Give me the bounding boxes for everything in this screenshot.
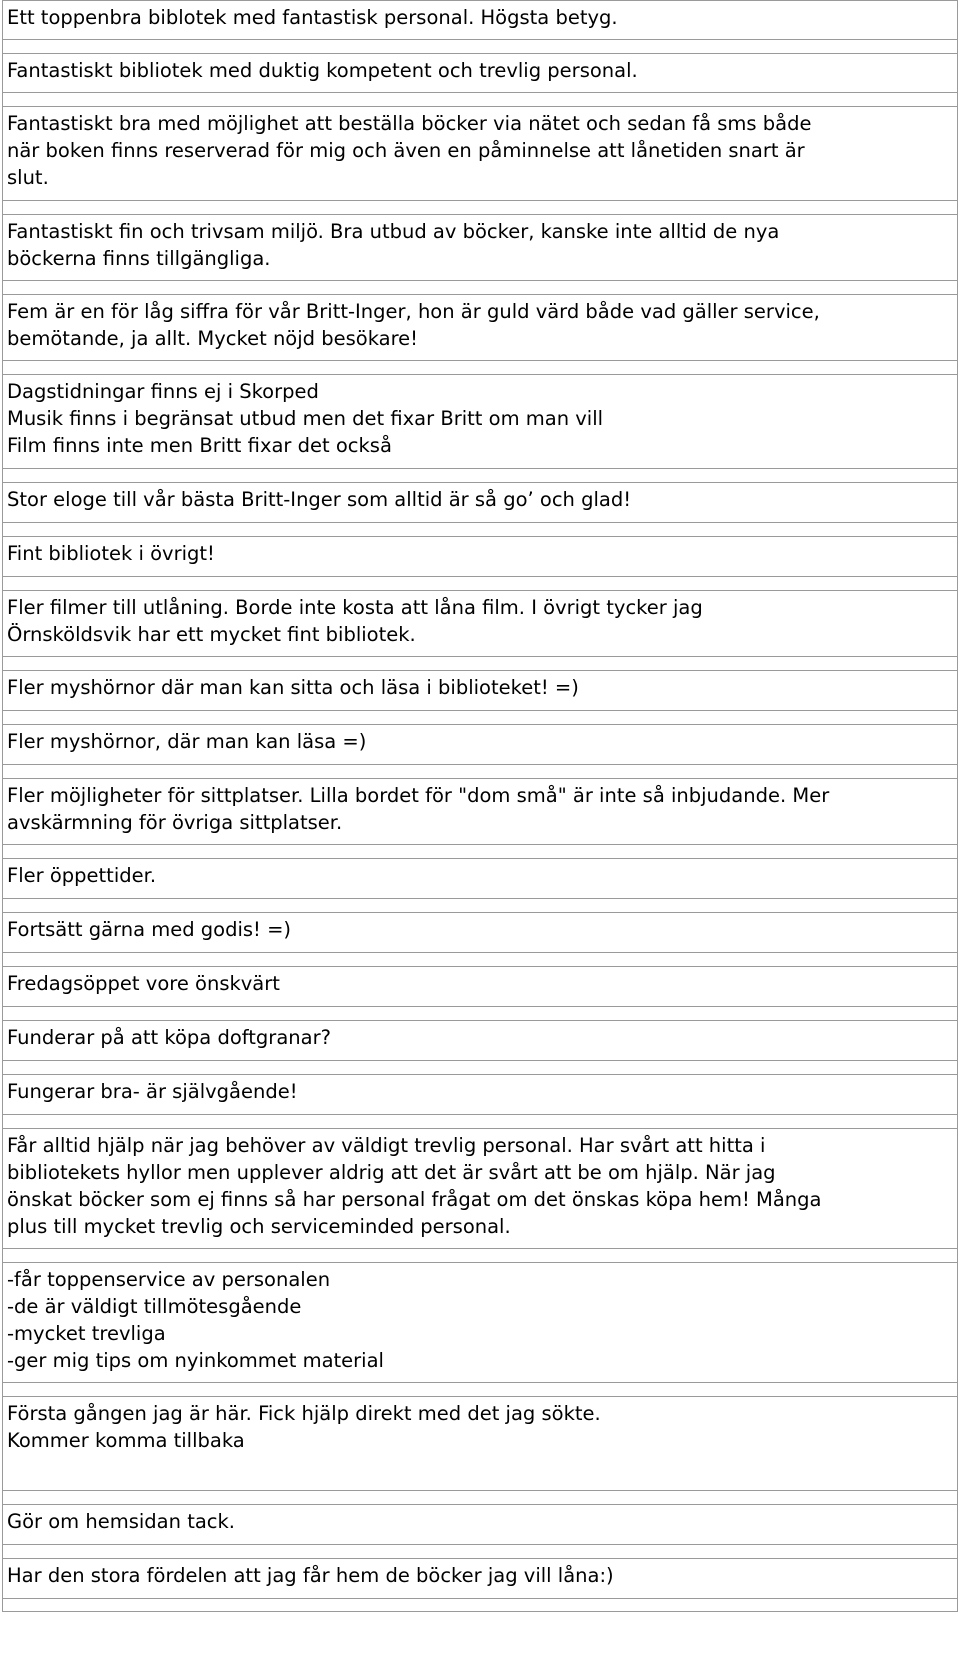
row-separator xyxy=(3,952,957,966)
row-separator xyxy=(3,1248,957,1262)
row-separator xyxy=(3,1006,957,1020)
row-separator xyxy=(3,360,957,374)
row-separator xyxy=(3,1060,957,1074)
row-separator xyxy=(3,92,957,106)
row-separator xyxy=(3,1598,957,1612)
row-separator xyxy=(3,844,957,858)
row-separator xyxy=(3,522,957,536)
comment-row: Fantastiskt bra med möjlighet att beställa böcker via nätet och sedan få sms både när boken finns reserverad för mig och även en påminnelse att lånetiden snart är slut. xyxy=(3,106,957,200)
row-separator xyxy=(3,39,957,53)
comment-row: Fint bibliotek i övrigt! xyxy=(3,536,957,576)
comment-row: Fler myshörnor, där man kan läsa =) xyxy=(3,724,957,764)
comment-row: Stor eloge till vår bästa Britt-Inger som alltid är så go’ och glad! xyxy=(3,482,957,522)
row-separator xyxy=(3,1382,957,1396)
comment-row: Fredagsöppet vore önskvärt xyxy=(3,966,957,1006)
row-separator xyxy=(3,280,957,294)
comment-table xyxy=(2,0,958,1612)
comment-row: Fler filmer till utlåning. Borde inte kosta att låna film. I övrigt tycker jag Örnsköldsvik har ett mycket fint bibliotek. xyxy=(3,590,957,656)
comment-row: Gör om hemsidan tack. xyxy=(3,1504,957,1544)
row-separator xyxy=(3,1490,957,1504)
comment-row: Fler myshörnor där man kan sitta och läsa i biblioteket! =) xyxy=(3,670,957,710)
comment-row: Ett toppenbra biblotek med fantastisk personal. Högsta betyg. xyxy=(3,0,957,39)
comment-row: Får alltid hjälp när jag behöver av väldigt trevlig personal. Har svårt att hitta i bibliotekets hyllor men upplever aldrig att det är svårt att be om hjälp. När jag önskat böcker som ej finns så har personal frågat om det önskas köpa hem! Många plus till mycket trevlig och serviceminded personal. xyxy=(3,1128,957,1248)
row-separator xyxy=(3,656,957,670)
row-separator xyxy=(3,1114,957,1128)
row-separator xyxy=(3,200,957,214)
comment-row: Fortsätt gärna med godis! =) xyxy=(3,912,957,952)
comment-row: Fler öppettider. xyxy=(3,858,957,898)
row-separator xyxy=(3,1544,957,1558)
row-separator xyxy=(3,710,957,724)
comment-row: Fem är en för låg siffra för vår Britt-Inger, hon är guld värd både vad gäller service, bemötande, ja allt. Mycket nöjd besökare! xyxy=(3,294,957,360)
comment-row: Funderar på att köpa doftgranar? xyxy=(3,1020,957,1060)
comment-row: Dagstidningar finns ej i Skorped Musik finns i begränsat utbud men det fixar Britt om man vill Film finns inte men Britt fixar det också xyxy=(3,374,957,468)
comment-row: Första gången jag är här. Fick hjälp direkt med det jag sökte. Kommer komma tillbaka xyxy=(3,1396,957,1490)
comment-row: -får toppenservice av personalen -de är väldigt tillmötesgående -mycket trevliga -ger mig tips om nyinkommet material xyxy=(3,1262,957,1382)
comment-row: Har den stora fördelen att jag får hem de böcker jag vill låna:) xyxy=(3,1558,957,1598)
row-separator xyxy=(3,898,957,912)
row-separator xyxy=(3,764,957,778)
comment-row: Fantastiskt fin och trivsam miljö. Bra utbud av böcker, kanske inte alltid de nya böckerna finns tillgängliga. xyxy=(3,214,957,280)
row-separator xyxy=(3,468,957,482)
comment-row: Fler möjligheter för sittplatser. Lilla bordet för "dom små" är inte så inbjudande. Mer avskärmning för övriga sittplatser. xyxy=(3,778,957,844)
comment-row: Fantastiskt bibliotek med duktig kompetent och trevlig personal. xyxy=(3,53,957,92)
comment-row: Fungerar bra- är självgående! xyxy=(3,1074,957,1114)
row-separator xyxy=(3,576,957,590)
